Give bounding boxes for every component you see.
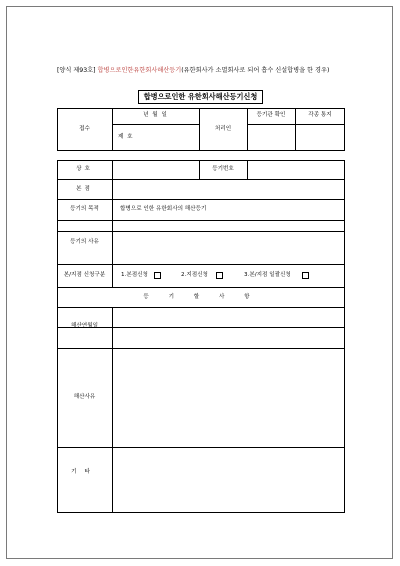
form-header-title: 합병으로인한유한회사해산등기 <box>97 67 182 74</box>
notify-label: 각종 통지 <box>308 112 332 118</box>
section-label: 본/지점 신청구분 <box>63 272 106 278</box>
option-all: 3.본/지점 일괄신청 <box>244 272 291 278</box>
form-title: 합병으로인한 유한회사해산등기신청 <box>138 90 263 104</box>
registrar-check-label: 등기관 확인 <box>256 112 286 118</box>
purpose-value: 합병으로 인한 유한회사의 해산등기 <box>120 206 207 212</box>
processor-label: 처리인 <box>214 126 232 132</box>
items-table <box>57 307 345 513</box>
branch-checkbox[interactable] <box>216 272 223 279</box>
items-header: 등 기 할 사 항 <box>143 294 259 300</box>
head-office-checkbox[interactable] <box>154 272 161 279</box>
all-checkbox[interactable] <box>302 272 309 279</box>
dissolution-date-label: 해산연월일 <box>70 323 99 329</box>
receipt-date: 년 월 일 <box>143 112 168 118</box>
form-header <box>57 67 357 75</box>
option-branch: 2.지점신청 <box>181 272 208 278</box>
cause-label: 등기의 사유 <box>70 239 99 245</box>
other-label: 기타 <box>71 469 98 475</box>
option-head-office: 1.본점신청 <box>121 272 148 278</box>
trade-name-label: 상호 <box>76 166 93 172</box>
purpose-label: 등기의 목적 <box>70 206 99 212</box>
registration-number-label: 등기번호 <box>212 166 234 172</box>
form-header-note: (유한회사가 소멸회사로 되어 흡수 신설합병을 한 경우) <box>181 67 330 74</box>
dissolution-cause-label: 해산사유 <box>73 394 96 400</box>
receipt-label: 접수 <box>79 126 90 132</box>
head-office-label: 본점 <box>76 186 93 192</box>
receipt-number: 제 호 <box>118 134 134 140</box>
form-number: [양식 제93호] <box>57 67 96 74</box>
